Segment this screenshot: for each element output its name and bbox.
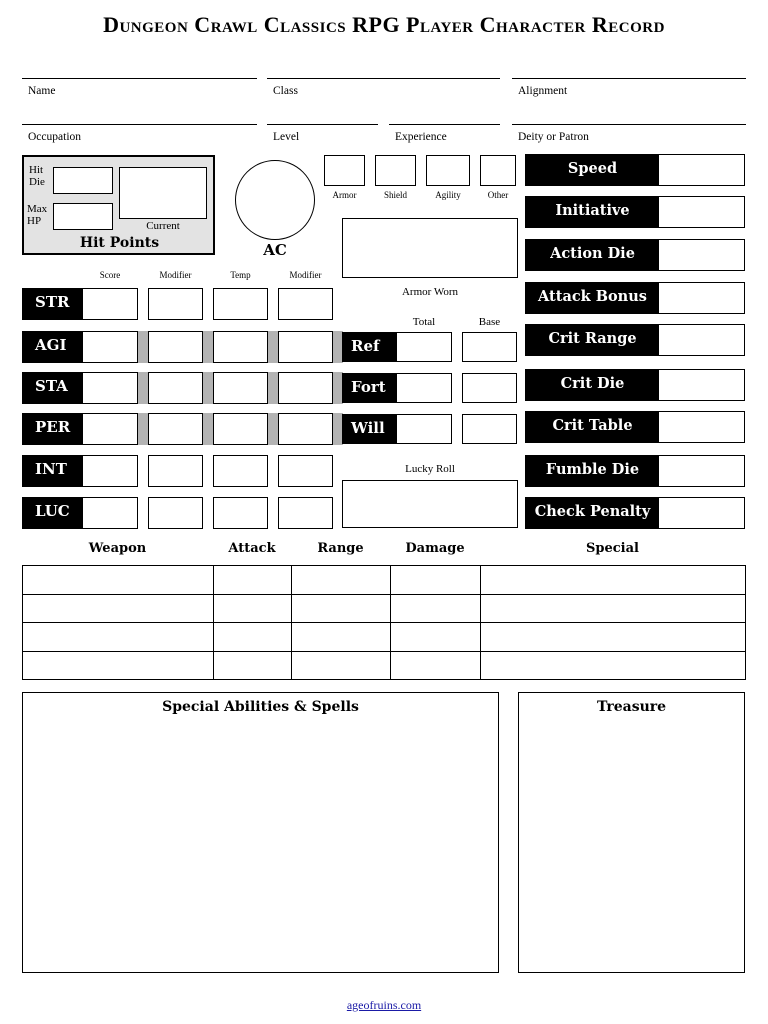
- footer-link[interactable]: ageofruins.com: [346, 998, 422, 1012]
- ability-luc-temp[interactable]: [213, 497, 268, 529]
- attack-cell[interactable]: [214, 623, 292, 652]
- hit-die-box[interactable]: [53, 167, 113, 194]
- gray-separator: [268, 413, 278, 445]
- hit-die-label: Hit Die: [29, 164, 45, 188]
- ability-int-score[interactable]: [82, 455, 138, 487]
- combat-attack-bonus-row[interactable]: [525, 282, 745, 314]
- range-cell[interactable]: [292, 594, 391, 623]
- ac-label: AC: [263, 241, 287, 259]
- damage-cell[interactable]: [391, 566, 481, 595]
- range-cell[interactable]: [292, 651, 391, 680]
- ability-int-modifier[interactable]: [148, 455, 203, 487]
- attack-header: Attack: [228, 541, 276, 556]
- combat-attack-bonus-label: Attack Bonus: [526, 283, 659, 313]
- max-hp-box[interactable]: [53, 203, 113, 230]
- armor-box[interactable]: [324, 155, 365, 186]
- combat-crit-range-label: Crit Range: [526, 325, 659, 355]
- table-row: [23, 651, 746, 680]
- level-label: Level: [273, 131, 300, 143]
- ability-int-label: INT: [22, 455, 82, 487]
- combat-fumble-die-label: Fumble Die: [526, 456, 659, 486]
- range-header: Range: [317, 541, 364, 556]
- ability-str-temp[interactable]: [213, 288, 268, 320]
- damage-cell[interactable]: [391, 651, 481, 680]
- combat-crit-table-label: Crit Table: [526, 412, 659, 442]
- attack-cell[interactable]: [214, 651, 292, 680]
- gray-separator: [203, 372, 213, 404]
- save-will-base[interactable]: [462, 414, 517, 444]
- other-box[interactable]: [480, 155, 516, 186]
- ability-per-temp[interactable]: [213, 413, 268, 445]
- ac-circle[interactable]: [235, 160, 315, 240]
- special-cell[interactable]: [481, 594, 746, 623]
- shield-box[interactable]: [375, 155, 416, 186]
- range-cell[interactable]: [292, 623, 391, 652]
- weapon-cell[interactable]: [23, 594, 214, 623]
- gray-separator: [203, 413, 213, 445]
- combat-crit-die-row[interactable]: [525, 369, 745, 401]
- combat-check-penalty-row[interactable]: [525, 497, 745, 529]
- damage-header: Damage: [405, 541, 465, 556]
- deity-label: Deity or Patron: [518, 131, 589, 143]
- shield-label: Shield: [383, 190, 407, 200]
- ability-luc-score[interactable]: [82, 497, 138, 529]
- ability-sta-label: STA: [22, 372, 82, 404]
- ability-sta-temp-modifier[interactable]: [278, 372, 333, 404]
- special-cell[interactable]: [481, 651, 746, 680]
- max-hp-label: Max HP: [27, 203, 48, 227]
- special-header: Special: [586, 541, 639, 556]
- save-ref-label: Ref: [342, 332, 397, 362]
- alignment-label: Alignment: [518, 85, 568, 97]
- combat-fumble-die-row[interactable]: [525, 455, 745, 487]
- ability-luc-label: LUC: [22, 497, 82, 529]
- save-ref-total[interactable]: [396, 332, 452, 362]
- gray-separator: [268, 372, 278, 404]
- ability-per-score[interactable]: [82, 413, 138, 445]
- table-row: [23, 566, 746, 595]
- agility-box[interactable]: [426, 155, 470, 186]
- special-cell[interactable]: [481, 623, 746, 652]
- hit-points-title: Hit Points: [79, 235, 160, 251]
- treasure-title: Treasure: [596, 699, 667, 715]
- combat-action-die-row[interactable]: [525, 239, 745, 271]
- attack-cell[interactable]: [214, 566, 292, 595]
- score-header: Score: [99, 270, 121, 280]
- occupation-label: Occupation: [28, 131, 82, 143]
- ability-agi-temp-modifier[interactable]: [278, 331, 333, 363]
- range-cell[interactable]: [292, 566, 391, 595]
- occupation-field[interactable]: [22, 124, 257, 143]
- combat-speed-row[interactable]: [525, 154, 745, 186]
- name-field[interactable]: [22, 78, 257, 97]
- special-abilities-box[interactable]: [22, 692, 499, 973]
- ability-str-label: STR: [22, 288, 82, 320]
- deity-field[interactable]: [512, 124, 746, 143]
- combat-initiative-label: Initiative: [526, 197, 659, 227]
- lucky-roll-box[interactable]: [342, 480, 518, 528]
- combat-initiative-row[interactable]: [525, 196, 745, 228]
- page-title: Dungeon Crawl Classics RPG Player Character Record: [103, 12, 665, 37]
- ability-agi-temp[interactable]: [213, 331, 268, 363]
- armor-worn-box[interactable]: [342, 218, 518, 278]
- ability-luc-modifier[interactable]: [148, 497, 203, 529]
- weapon-cell[interactable]: [23, 623, 214, 652]
- combat-crit-die-label: Crit Die: [526, 370, 659, 400]
- save-total-header: Total: [412, 316, 436, 328]
- combat-crit-range-row[interactable]: [525, 324, 745, 356]
- weapon-header: Weapon: [88, 541, 147, 556]
- ability-int-temp[interactable]: [213, 455, 268, 487]
- ability-sta-temp[interactable]: [213, 372, 268, 404]
- agility-label: Agility: [435, 190, 461, 200]
- save-ref-base[interactable]: [462, 332, 517, 362]
- lucky-roll-label: Lucky Roll: [405, 463, 455, 475]
- modifier-header: Modifier: [159, 270, 192, 280]
- current-hp-box[interactable]: [119, 167, 207, 219]
- gray-separator: [203, 331, 213, 363]
- ability-sta-modifier[interactable]: [148, 372, 203, 404]
- save-base-header: Base: [478, 316, 501, 328]
- table-row: [23, 594, 746, 623]
- weapons-table: [22, 565, 746, 680]
- experience-label: Experience: [395, 131, 447, 143]
- ability-per-temp-modifier[interactable]: [278, 413, 333, 445]
- save-will-total[interactable]: [396, 414, 452, 444]
- damage-cell[interactable]: [391, 594, 481, 623]
- hit-points-panel: [22, 155, 215, 255]
- ability-per-label: PER: [22, 413, 82, 445]
- ability-agi-label: AGI: [22, 331, 82, 363]
- special-abilities-title: Special Abilities & Spells: [162, 699, 359, 715]
- class-label: Class: [273, 85, 298, 97]
- ability-str-modifier[interactable]: [148, 288, 203, 320]
- gray-separator: [268, 331, 278, 363]
- name-label: Name: [28, 85, 56, 97]
- weapon-cell[interactable]: [23, 566, 214, 595]
- temp-modifier-header: Modifier: [289, 270, 322, 280]
- level-field[interactable]: [267, 124, 378, 143]
- armor-label: Armor: [332, 190, 357, 200]
- combat-crit-table-row[interactable]: [525, 411, 745, 443]
- temp-header: Temp: [230, 270, 251, 280]
- ability-sta-score[interactable]: [82, 372, 138, 404]
- save-fort-base[interactable]: [462, 373, 517, 403]
- ability-str-temp-modifier[interactable]: [278, 288, 333, 320]
- save-fort-total[interactable]: [396, 373, 452, 403]
- damage-cell[interactable]: [391, 623, 481, 652]
- attack-cell[interactable]: [214, 594, 292, 623]
- table-row: [23, 623, 746, 652]
- ability-per-modifier[interactable]: [148, 413, 203, 445]
- alignment-field[interactable]: [512, 78, 746, 97]
- class-field[interactable]: [267, 78, 500, 97]
- ability-int-temp-modifier[interactable]: [278, 455, 333, 487]
- special-cell[interactable]: [481, 566, 746, 595]
- save-will-label: Will: [342, 414, 397, 444]
- other-label: Other: [487, 190, 509, 200]
- ability-luc-temp-modifier[interactable]: [278, 497, 333, 529]
- weapon-cell[interactable]: [23, 651, 214, 680]
- treasure-box[interactable]: [518, 692, 745, 973]
- ability-str-score[interactable]: [82, 288, 138, 320]
- combat-check-penalty-label: Check Penalty: [526, 498, 659, 528]
- experience-field[interactable]: [389, 124, 500, 143]
- combat-speed-label: Speed: [526, 155, 659, 185]
- combat-action-die-label: Action Die: [526, 240, 659, 270]
- save-fort-label: Fort: [342, 373, 397, 403]
- armor-worn-label: Armor Worn: [401, 286, 459, 298]
- ability-agi-modifier[interactable]: [148, 331, 203, 363]
- current-hp-label: Current: [146, 220, 180, 232]
- ability-agi-score[interactable]: [82, 331, 138, 363]
